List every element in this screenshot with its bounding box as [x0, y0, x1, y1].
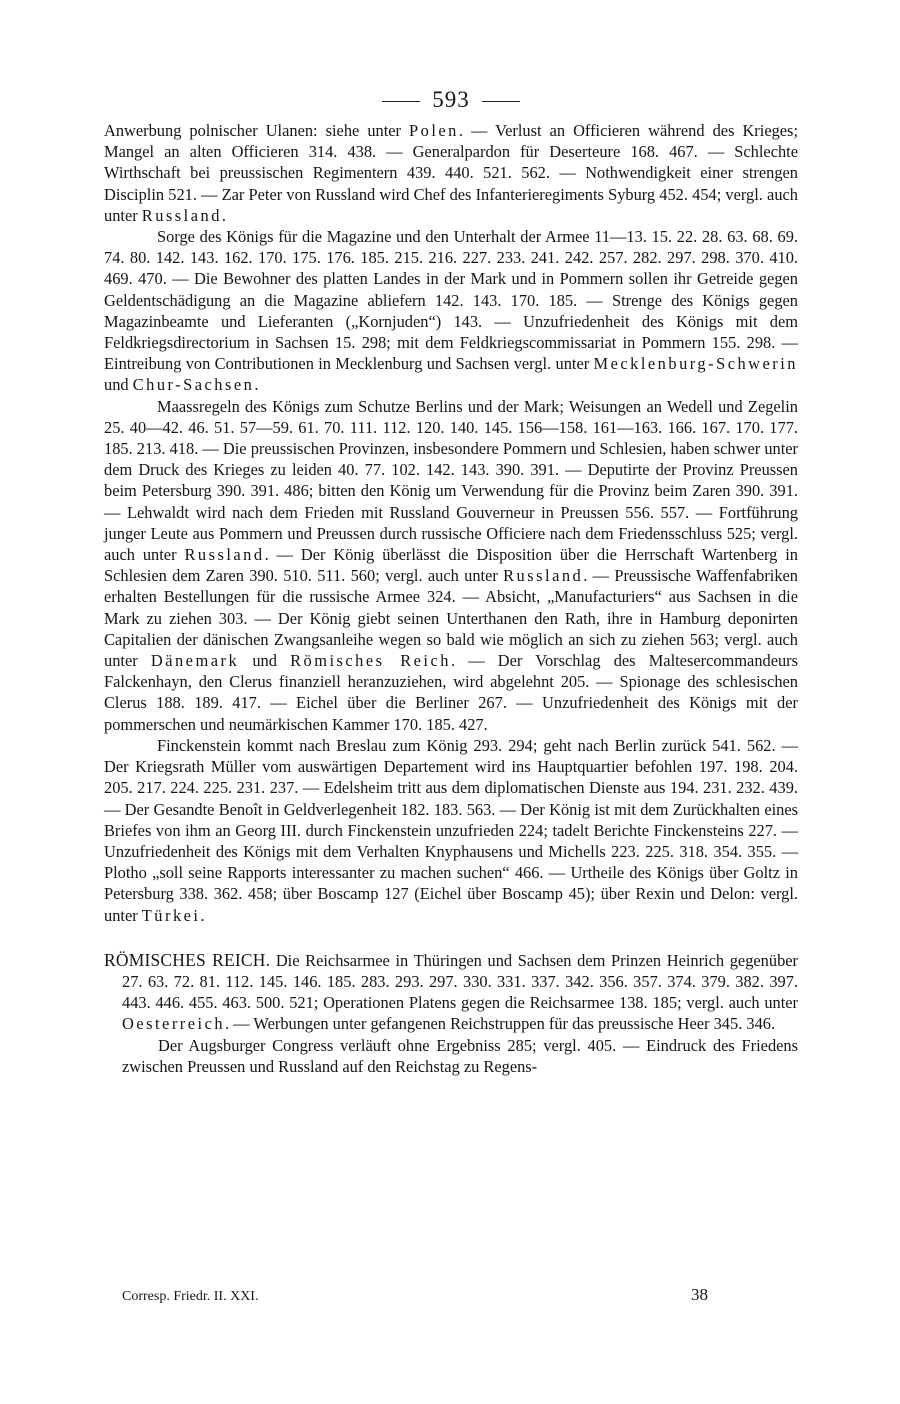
cross-reference: Dänemark — [150, 651, 240, 671]
footer-signature: Corresp. Friedr. II. XXI. — [122, 1289, 259, 1304]
header-rule-right — [482, 101, 520, 102]
section-roemisches-reich: RÖMISCHES REICH. Die Reichsarmee in Thüringen und Sachsen dem Prinzen Heinrich gegenüber 27. 63. 72. 81. 112. 145. 146. 185. 283. 293. 297. 330. 331. 337. 342. 356. 357. 374. 379. 382. 397. 443. 446. 455. 463. 500. 521; Operationen Platens gegen die Reichsarmee 138. 185; vergl. auch unter Oesterreich. — Werbungen unter gefangenen Reichstruppen für das preussische Heer 345. 346. — [104, 949, 798, 1034]
cross-reference: Russland — [141, 205, 222, 225]
cross-reference: Russland — [503, 566, 584, 586]
paragraph-magazines: Sorge des Königs für die Magazine und den Unterhalt der Armee 11—13. 15. 22. 28. 63. 68. 69. 74. 80. 142. 143. 162. 170. 175. 176. 185. 215. 216. 227. 233. 241. 242. 257. 282. 297. 298. 370. 410. 469. 470. — Die Bewohner des platten Landes in der Mark und in Pommern sollen ihr Getreide gegen Geldentschädigung an die Magazine abliefern 142. 143. 170. 185. — Strenge des Königs gegen Magazinbeamte und Lieferanten („Kornjuden“) 143. — Unzufriedenheit des Königs mit dem Feldkriegsdirectorium in Sachsen 15. 298; mit dem Feldkriegscommissariat in Pommern 155. 298. — Eintreibung von Contributionen in Mecklenburg und Sachsen vergl. unter Mecklenburg-Schwerin und Chur-Sachsen. — [104, 227, 798, 395]
footer-sheet-number: 38 — [691, 1285, 708, 1304]
cross-reference: Mecklenburg-Schwerin — [593, 354, 798, 374]
section-heading: RÖMISCHES REICH. — [104, 949, 271, 970]
cross-reference: Polen — [409, 121, 459, 140]
cross-reference: Oesterreich — [122, 1014, 226, 1034]
cross-reference: Türkei — [141, 905, 201, 925]
cross-reference: Chur-Sachsen — [132, 375, 255, 395]
page-footer — [122, 1285, 708, 1309]
page-header — [104, 80, 798, 120]
paragraph-officers: Anwerbung polnischer Ulanen: siehe unter Polen. — Verlust an Officieren während des Krieges; Mangel an alten Officieren 314. 438. — Generalpardon für Deserteure 168. 467. — Schlechte Wirthschaft bei preussischen Regimentern 439. 440. 521. 562. — Nothwendigkeit einer strengen Disciplin 521. — Zar Peter von Russland wird Chef des Infanterieregiments Syburg 452. 454; vergl. auch unter Russland. — [104, 121, 798, 225]
paragraph-augsburg-congress: Der Augsburger Congress verläuft ohne Ergebniss 285; vergl. 405. — Eindruck des Friedens zwischen Preussen und Russland auf den Reichstag zu Regens- — [122, 1035, 798, 1076]
page-number: 593 — [432, 87, 470, 112]
document-page — [104, 80, 798, 1380]
paragraph-finckenstein: Finckenstein kommt nach Breslau zum König 293. 294; geht nach Berlin zurück 541. 562. — Der Kriegsrath Müller vom auswärtigen Departement wird ins Hauptquartier befohlen 197. 198. 204. 205. 217. 224. 225. 231. 237. — Edelsheim tritt aus dem diplomatischen Dienste aus 194. 231. 232. 439. — Der Gesandte Benoît in Geldverlegenheit 182. 183. 563. — Der König ist mit dem Zurückhalten eines Briefes von ihm an Georg III. durch Finckenstein unzufrieden 224; tadelt Berichte Finckensteins 227. — Unzufriedenheit des Königs mit dem Verhalten Knyphausens und Michells 223. 225. 318. 354. 355. — Plotho „soll seine Rapports interessanter zu machen suchen“ 466. — Urtheile des Königs über Goltz in Petersburg 338. 362. 458; über Boscamp 127 (Eichel über Boscamp 45); über Rexin und Delon: vergl. unter Türkei. — [104, 735, 798, 925]
cross-reference: Römisches Reich — [290, 651, 451, 671]
body-text — [104, 120, 798, 1077]
paragraph-berlin-protection: Maassregeln des Königs zum Schutze Berlins und der Mark; Weisungen an Wedell und Zegelin 25. 40—42. 46. 51. 57—59. 61. 70. 111. 112. 120. 140. 145. 156—158. 161—163. 166. 167. 170. 177. 185. 213. 418. — Die preussischen Provinzen, insbesondere Pommern und Schlesien, haben schwer unter dem Druck des Krieges zu leiden 40. 77. 102. 142. 143. 390. 391. — Deputirte der Provinz Preussen beim Petersburg 390. 391. 486; bitten den König um Verwendung für die Provinz beim Zaren 390. 391. — Lehwaldt wird nach dem Frieden mit Russland Gouverneur in Preussen 556. 557. — Fortführung junger Leute aus Pommern und Preussen durch russische Officiere nach dem Friedensschluss 525; vergl. auch unter Russland. — Der König überlässt die Disposition über die Herrschaft Wartenberg in Schlesien dem Zaren 390. 510. 511. 560; vergl. auch unter Russland. — Preussische Waffenfabriken erhalten Bestellungen für die russische Armee 324. — Absicht, „Manufacturiers“ aus Sachsen in die Mark zu ziehen 303. — Der König giebt seinen Unterthanen den Rath, ihre in Hamburg deponirten Capitalien der dänischen Zwangsanleihe wegen so bald wie möglich an sich zu ziehen 563; vergl. auch unter Dänemark und Römisches Reich. — Der Vorschlag des Maltesercommandeurs Falckenhayn, den Clerus finanziell heranzuziehen, wird abgelehnt 205. — Spionage des schlesischen Clerus 188. 189. 417. — Eichel über die Berliner 267. — Unzufriedenheit des Königs mit der pommerschen und neumärkischen Kammer 170. 185. 427. — [104, 396, 799, 734]
cross-reference: Russland — [184, 545, 265, 565]
header-rule-left — [382, 101, 420, 102]
